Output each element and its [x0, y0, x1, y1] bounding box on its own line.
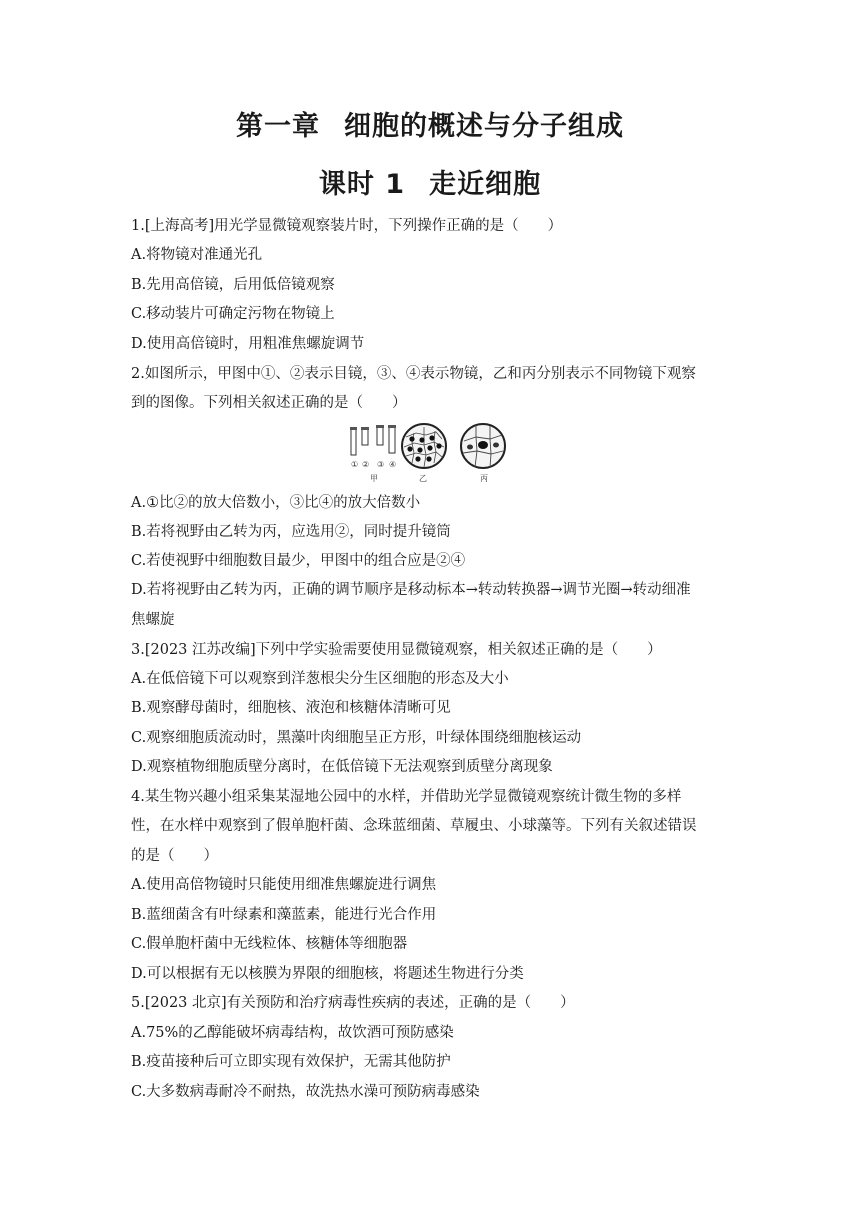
- text-line: 3.[2023 江苏改编]下列中学实验需要使用显微镜观察，相关叙述正确的是（ ）: [131, 642, 662, 658]
- text-line: 1.[上海高考]用光学显微镜观察装片时，下列操作正确的是（ ）: [131, 218, 563, 234]
- text-line: C.大多数病毒耐冷不耐热，故洗热水澡可预防病毒感染: [131, 1084, 480, 1100]
- text-line: D.若将视野由乙转为丙，正确的调节顺序是移动标本→转动转换器→调节光圈→转动细准: [131, 582, 691, 598]
- text-line: 5.[2023 北京]有关预防和治疗病毒性疾病的表述，正确的是（ ）: [131, 995, 575, 1011]
- text-line: 4.某生物兴趣小组采集某湿地公园中的水样，并借助光学显微镜观察统计微生物的多样: [131, 789, 682, 805]
- panel-label-bing: 丙: [480, 474, 488, 483]
- lesson-title: [0, 162, 860, 201]
- text-line: B.蓝细菌含有叶绿素和藻蓝素，能进行光合作用: [131, 907, 437, 923]
- view-bing: [461, 424, 505, 468]
- eyepiece-2: [362, 429, 368, 445]
- lesson-name: 走近细胞: [429, 169, 542, 200]
- text-line: 性，在水样中观察到了假单胞杆菌、念珠蓝细菌、草履虫、小球藻等。下列有关叙述错误: [131, 818, 697, 834]
- text-line: B.观察酵母菌时，细胞核、液泡和核糖体清晰可见: [131, 700, 451, 716]
- text-line: 到的图像。下列相关叙述正确的是（ ）: [131, 395, 407, 411]
- text-line: D.可以根据有无以核膜为界限的细胞核，将题述生物进行分类: [131, 966, 524, 982]
- objective-3: [377, 427, 383, 445]
- objective-4: [389, 427, 395, 453]
- lens-label-3: ③: [377, 460, 385, 469]
- microscope-figure: [340, 423, 520, 485]
- lens-label-2: ②: [362, 460, 370, 469]
- panel-label-yi: 乙: [419, 474, 427, 483]
- lens-label-1: ①: [351, 460, 359, 469]
- microscope-diagram: [340, 423, 520, 485]
- chapter-number: 第一章: [236, 111, 320, 142]
- view-yi: [402, 424, 446, 468]
- text-line: D.使用高倍镜时，用粗准焦螺旋调节: [131, 336, 365, 352]
- text-line: C.移动装片可确定污物在物镜上: [131, 306, 335, 322]
- text-line: B.先用高倍镜，后用低倍镜观察: [131, 277, 335, 293]
- text-line: A.使用高倍物镜时只能使用细准焦螺旋进行调焦: [131, 877, 437, 893]
- text-line: C.若使视野中细胞数目最少，甲图中的组合应是②④: [131, 553, 466, 569]
- eyepiece-2-cap: [361, 427, 369, 430]
- chapter-title: [0, 104, 860, 143]
- objective-3-cap: [376, 425, 384, 428]
- text-line: 的是（ ）: [131, 848, 218, 864]
- lens-label-4: ④: [389, 460, 397, 469]
- objective-4-cap: [388, 425, 396, 428]
- eyepiece-1-cap: [350, 427, 357, 430]
- lesson-number: 课时 1: [318, 169, 406, 200]
- text-line: C.观察细胞质流动时，黑藻叶肉细胞呈正方形，叶绿体围绕细胞核运动: [131, 730, 582, 746]
- text-line: 焦螺旋: [131, 612, 175, 628]
- text-line: A.75%的乙醇能破坏病毒结构，故饮酒可预防感染: [131, 1025, 454, 1041]
- text-line: A.在低倍镜下可以观察到洋葱根尖分生区细胞的形态及大小: [131, 671, 509, 687]
- text-line: A.①比②的放大倍数小，③比④的放大倍数小: [131, 495, 421, 511]
- text-line: A.将物镜对准通光孔: [131, 247, 263, 263]
- chapter-name: 细胞的概述与分子组成: [344, 111, 624, 142]
- text-line: B.若将视野由乙转为丙，应选用②，同时提升镜筒: [131, 524, 451, 540]
- text-line: 2.如图所示，甲图中①、②表示目镜，③、④表示物镜，乙和丙分别表示不同物镜下观察: [131, 366, 696, 382]
- panel-label-jia: 甲: [370, 474, 378, 483]
- text-line: B.疫苗接种后可立即实现有效保护，无需其他防护: [131, 1054, 451, 1070]
- text-line: C.假单胞杆菌中无线粒体、核糖体等细胞器: [131, 936, 408, 952]
- eyepiece-1: [351, 429, 356, 455]
- text-line: D.观察植物细胞质壁分离时，在低倍镜下无法观察到质壁分离现象: [131, 759, 553, 775]
